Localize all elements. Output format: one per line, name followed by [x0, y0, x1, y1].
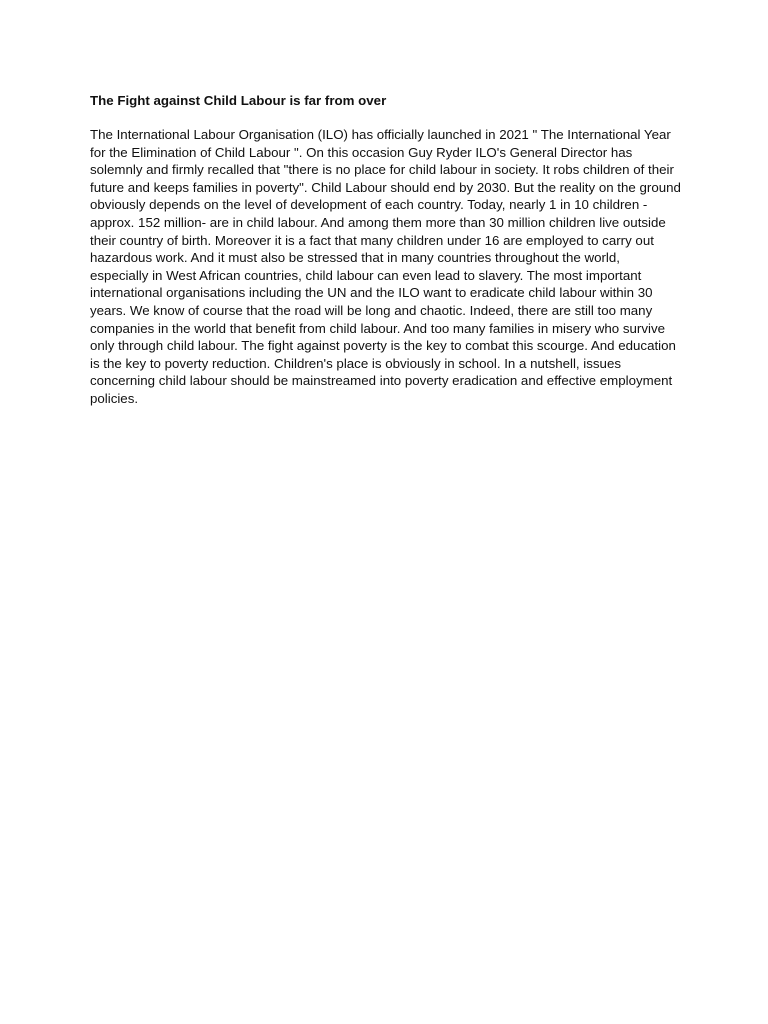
document-paragraph: The International Labour Organisation (ILO) has officially launched in 2021 " The International Year for the Elimination of Child Labour ". On this occasion Guy Ryder ILO's General Director has solemnly and firmly recalled that "there is no place for child labour in society. It robs children of their future and keeps families in poverty". Child Labour should end by 2030. But the reality on the ground obviously depends on the level of development of each country. Today, nearly 1 in 10 children -approx. 152 million- are in child labour. And among them more than 30 million children live outside their country of birth. Moreover it is a fact that many children under 16 are employed to carry out hazardous work. And it must also be stressed that in many countries throughout the world, especially in West African countries, child labour can even lead to slavery. The most important international organisations including the UN and the ILO want to eradicate child labour within 30 years. We know of course that the road will be long and chaotic. Indeed, there are still too many companies in the world that benefit from child labour. And too many families in misery who survive only through child labour. The fight against poverty is the key to combat this scourge. And education is the key to poverty reduction. Children's place is obviously in school. In a nutshell, issues concerning child labour should be mainstreamed into poverty eradication and effective employment policies.	[90, 127, 681, 406]
document-body	[90, 92, 682, 408]
document-title: The Fight against Child Labour is far from over	[90, 93, 387, 108]
